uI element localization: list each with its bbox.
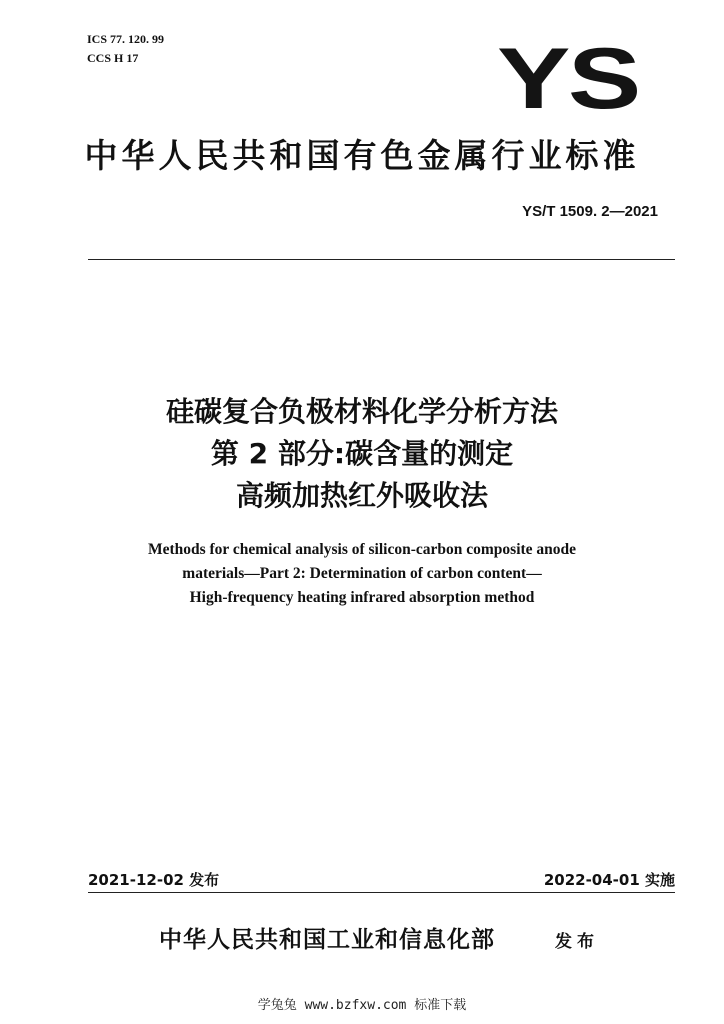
chinese-title-line-2: 第 2 部分:碳含量的测定 — [210, 437, 514, 470]
ys-logo: YS — [497, 31, 639, 127]
publish-label: 发布 — [555, 932, 599, 952]
footer-watermark: 学兔兔 www.bzfxw.com 标准下载 — [257, 998, 467, 1013]
standard-number: YS/T 1509. 2—2021 — [522, 203, 658, 220]
chinese-title — [0, 391, 724, 517]
english-title-line-2: materials—Part 2: Determination of carbon content— — [182, 565, 542, 582]
implementation-date: 2022-04-01 实施 — [543, 871, 675, 889]
bottom-divider — [88, 892, 675, 893]
issue-date: 2021-12-02 发布 — [88, 871, 220, 889]
chinese-title-line-1: 硅碳复合负极材料化学分析方法 — [165, 395, 558, 428]
publisher: 中华人民共和国工业和信息化部 — [159, 926, 495, 953]
english-title-line-1: Methods for chemical analysis of silicon-carbon composite anode — [147, 541, 577, 558]
ccs-code: CCS H 17 — [87, 51, 139, 65]
industry-standard-title: 中华人民共和国有色金属行业标准 — [84, 136, 640, 175]
top-divider — [88, 259, 675, 260]
ics-code: ICS 77. 120. 99 — [87, 32, 165, 46]
classification-codes — [87, 30, 164, 68]
english-title — [0, 538, 724, 610]
english-title-line-3: High-frequency heating infrared absorption method — [189, 589, 535, 606]
chinese-title-line-3: 高频加热红外吸收法 — [235, 479, 488, 512]
